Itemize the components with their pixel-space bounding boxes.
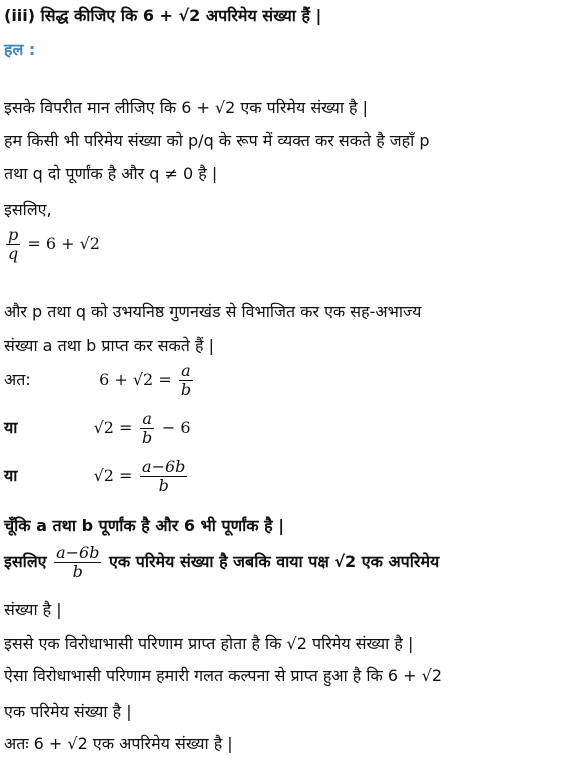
question-heading: (iii) सिद्ध कीजिए कि 6 + √2 अपरिमेय संख्या हैं |	[4, 6, 322, 25]
fraction-denominator: q	[8, 244, 19, 263]
equation-label: या	[4, 418, 18, 437]
equation-lhs: √2 =	[93, 466, 133, 485]
equation-sqrt2-fraction	[4, 458, 189, 495]
wrong-assumption-line-1: ऐसा विरोधाभासी परिणाम हमारी गलत कल्पना से प्राप्त हुआ है कि 6 + √2	[4, 666, 443, 685]
conclusion-line: अतः 6 + √2 एक अपरिमेय संख्या है |	[4, 734, 233, 753]
coprime-line-1: और p तथा q को उभयनिष्ठ गुणनखंड से विभाजित कर एक सह-अभाज्य	[4, 302, 422, 321]
fraction-numerator: a	[179, 362, 193, 381]
assumption-line: इसके विपरीत मान लीजिए कि 6 + √2 एक परिमेय संख्या है |	[4, 98, 369, 117]
equation-a-over-b	[4, 362, 195, 399]
fraction-numerator: p	[8, 225, 19, 244]
integer-statement: चूँकि a तथा b पूर्णांक है और 6 भी पूर्णांक है |	[4, 516, 285, 535]
equation-lhs: 6 + √2 =	[99, 370, 172, 389]
fraction-numerator: a−6b	[56, 543, 100, 562]
solution-label: हल :	[4, 40, 36, 59]
coprime-line-2: संख्या a तथा b प्राप्त कर सकते हैं |	[4, 336, 214, 355]
equation-rhs: − 6	[161, 418, 191, 437]
equation-label: अत:	[4, 370, 31, 389]
fraction-a-over-b	[140, 410, 154, 447]
equation-rhs: = 6 + √2	[27, 234, 100, 253]
rational-contrast-pre: इसलिए	[4, 552, 47, 571]
fraction-denominator: b	[180, 380, 192, 399]
fraction-a-over-b	[179, 362, 193, 399]
definition-line-2: तथा q दो पूर्णांक है और q ≠ 0 है |	[4, 164, 218, 183]
fraction-numerator: a	[140, 410, 154, 429]
equation-p-over-q	[4, 226, 100, 263]
fraction-denominator: b	[72, 562, 83, 581]
therefore-label: इसलिए,	[4, 200, 52, 219]
irrational-continued: संख्या है |	[4, 600, 62, 619]
fraction-a-minus-6b-over-b	[54, 544, 101, 581]
definition-line-1: हम किसी भी परिमेय संख्या को p/q के रूप में व्यक्त कर सकते है जहाँ p	[4, 131, 430, 150]
fraction-denominator: b	[158, 476, 169, 495]
equation-lhs: √2 =	[93, 418, 133, 437]
fraction-p-over-q	[6, 226, 20, 263]
fraction-numerator: a−6b	[142, 457, 186, 476]
equation-label: या	[4, 466, 18, 485]
contradiction-line: इससे एक विरोधाभासी परिणाम प्राप्त होता है कि √2 परिमेय संख्या है |	[4, 634, 414, 653]
fraction-a-minus-6b-over-b	[140, 458, 187, 495]
wrong-assumption-line-2: एक परिमेय संख्या है |	[4, 702, 132, 721]
rational-contrast-post: एक परिमेय संख्या है जबकि वाया पक्ष √2 एक अपरिमेय	[109, 552, 440, 571]
equation-sqrt2-minus	[4, 410, 191, 447]
fraction-denominator: b	[142, 428, 153, 447]
rational-contrast-line	[4, 544, 439, 581]
